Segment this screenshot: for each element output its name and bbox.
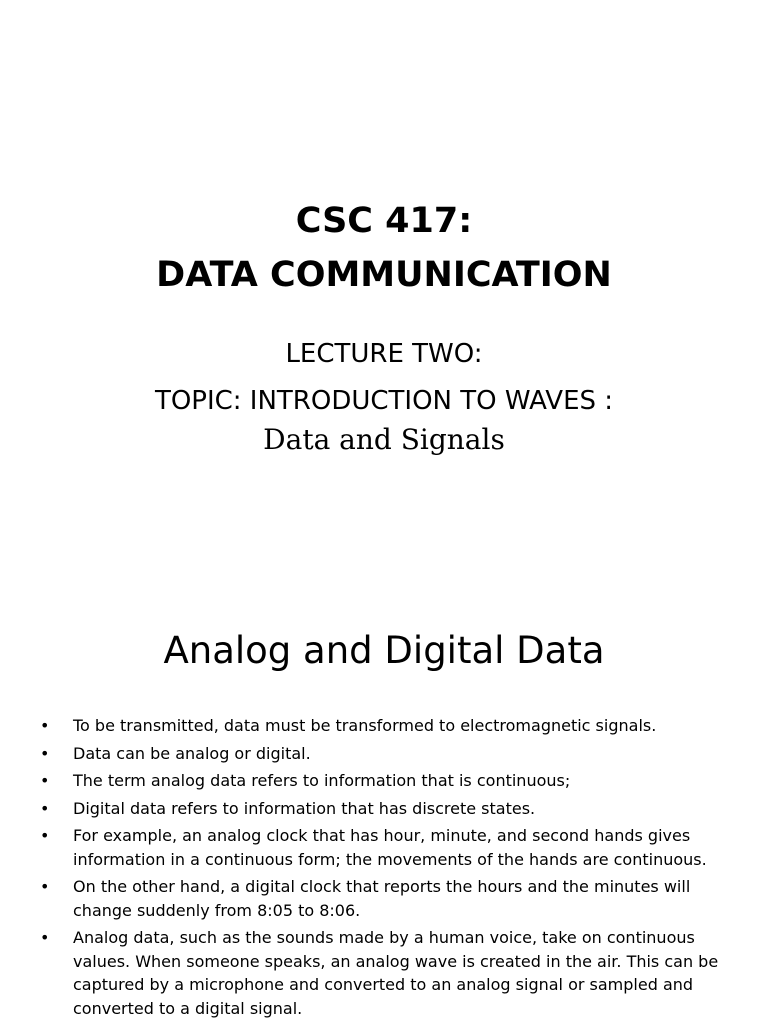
bullet-text: The term analog data refers to information that is continuous; xyxy=(73,771,571,790)
list-item xyxy=(40,714,730,738)
subtopic-label: Data and Signals xyxy=(263,423,505,456)
bullet-icon: • xyxy=(40,826,50,845)
list-item xyxy=(40,824,730,871)
list-item xyxy=(40,769,730,793)
slide-title xyxy=(0,194,768,302)
bullet-icon: • xyxy=(40,743,50,763)
bullet-text: On the other hand, a digital clock that reports the hours and the minutes will change suddenly from 8:05 to 8:06. xyxy=(73,877,691,920)
lecture-label: LECTURE TWO: xyxy=(285,339,483,369)
bullet-icon: • xyxy=(40,716,50,735)
bullet-text: Data can be analog or digital. xyxy=(73,743,311,763)
list-item xyxy=(40,926,730,1020)
topic-label: TOPIC: INTRODUCTION TO WAVES : xyxy=(154,386,614,416)
bullet-icon: • xyxy=(40,771,50,790)
bullet-text: Digital data refers to information that has discrete states. xyxy=(73,798,536,818)
list-item xyxy=(40,797,730,821)
bullet-icon: • xyxy=(40,877,50,896)
bullet-icon: • xyxy=(40,798,50,818)
slide-subtitle xyxy=(0,334,768,458)
slide-heading: Analog and Digital Data xyxy=(163,629,605,672)
list-item xyxy=(40,742,730,766)
bullet-icon: • xyxy=(40,928,50,947)
bullet-list xyxy=(40,714,730,1024)
bullet-text: For example, an analog clock that has hour, minute, and second hands gives information in a continuous form; the movements of the hands are continuous. xyxy=(73,826,707,869)
content-slide xyxy=(0,576,768,1024)
list-item xyxy=(40,875,730,922)
bullet-text: To be transmitted, data must be transformed to electromagnetic signals. xyxy=(73,716,657,735)
title-line-subject: DATA COMMUNICATION xyxy=(156,255,612,295)
bullet-text: Analog data, such as the sounds made by a human voice, take on continuous values. When someone speaks, an analog wave is created in the air. This can be captured by a microphone and converted to an analog signal or sampled and converted to a digital signal. xyxy=(73,928,719,1018)
title-line-course: CSC 417: xyxy=(295,201,473,241)
